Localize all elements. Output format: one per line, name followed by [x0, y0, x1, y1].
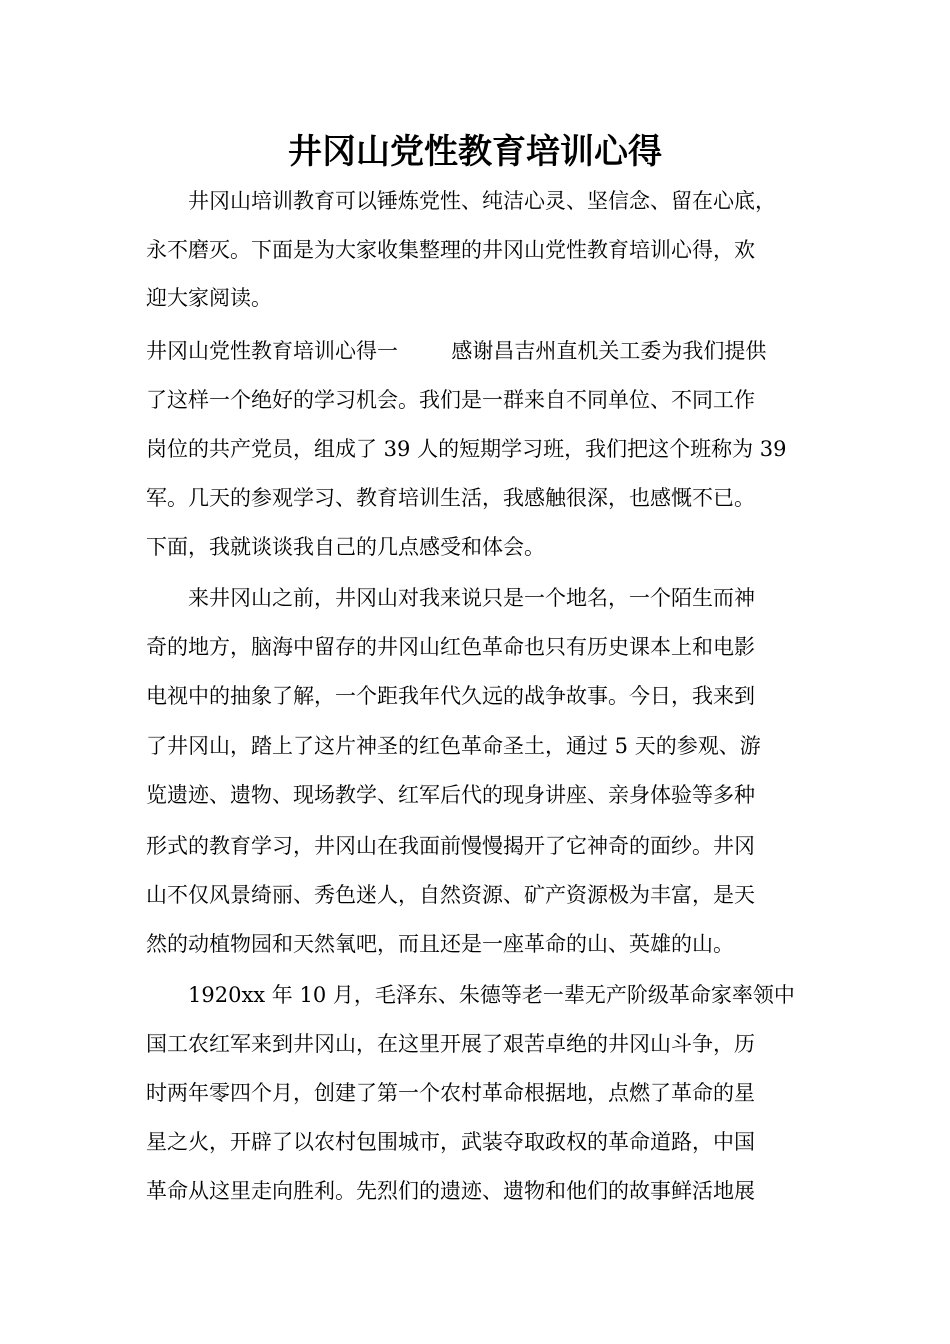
- text-line: 形式的教育学习，井冈山在我面前慢慢揭开了它神奇的面纱。井冈: [146, 834, 755, 858]
- text-line: 了这样一个绝好的学习机会。我们是一群来自不同单位、不同工作: [146, 388, 755, 412]
- text-line: 井冈山培训教育可以锤炼党性、纯洁心灵、坚信念、留在心底，: [188, 189, 776, 213]
- text-line: 迎大家阅读。: [146, 286, 272, 310]
- text-line: 永不磨灭。下面是为大家收集整理的井冈山党性教育培训心得，欢: [146, 238, 755, 262]
- text-line: 时两年零四个月，创建了第一个农村革命根据地，点燃了革命的星: [146, 1081, 755, 1105]
- section-heading-line: 井冈山党性教育培训心得一 感谢昌吉州直机关工委为我们提供: [146, 339, 767, 363]
- text-line: 1920xx 年 10 月，毛泽东、朱德等老一辈无产阶级革命家率领中: [188, 983, 795, 1007]
- text-line: 岗位的共产党员，组成了 39 人的短期学习班，我们把这个班称为 39: [146, 437, 787, 461]
- text-line: 电视中的抽象了解，一个距我年代久远的战争故事。今日，我来到: [146, 684, 755, 708]
- text-line: 军。几天的参观学习、教育培训生活，我感触很深，也感慨不已。: [146, 486, 755, 510]
- text-line: 国工农红军来到井冈山，在这里开展了艰苦卓绝的井冈山斗争，历: [146, 1032, 755, 1056]
- text-line: 革命从这里走向胜利。先烈们的遗迹、遗物和他们的故事鲜活地展: [146, 1179, 755, 1203]
- text-line: 然的动植物园和天然氧吧，而且还是一座革命的山、英雄的山。: [146, 932, 734, 956]
- text-line: 览遗迹、遗物、现场教学、红军后代的现身讲座、亲身体验等多种: [146, 783, 755, 807]
- text-line: 奇的地方，脑海中留存的井冈山红色革命也只有历史课本上和电影: [146, 635, 755, 659]
- text-line: 星之火，开辟了以农村包围城市，武装夺取政权的革命道路，中国: [146, 1130, 755, 1154]
- text-line: 山不仅风景绮丽、秀色迷人，自然资源、矿产资源极为丰富，是天: [146, 883, 755, 907]
- text-line: 了井冈山，踏上了这片神圣的红色革命圣土，通过 5 天的参观、游: [146, 734, 761, 758]
- text-line: 来井冈山之前，井冈山对我来说只是一个地名，一个陌生而神: [188, 586, 755, 610]
- text-line: 下面，我就谈谈我自己的几点感受和体会。: [146, 535, 545, 559]
- document-title: 井冈山党性教育培训心得: [288, 132, 662, 172]
